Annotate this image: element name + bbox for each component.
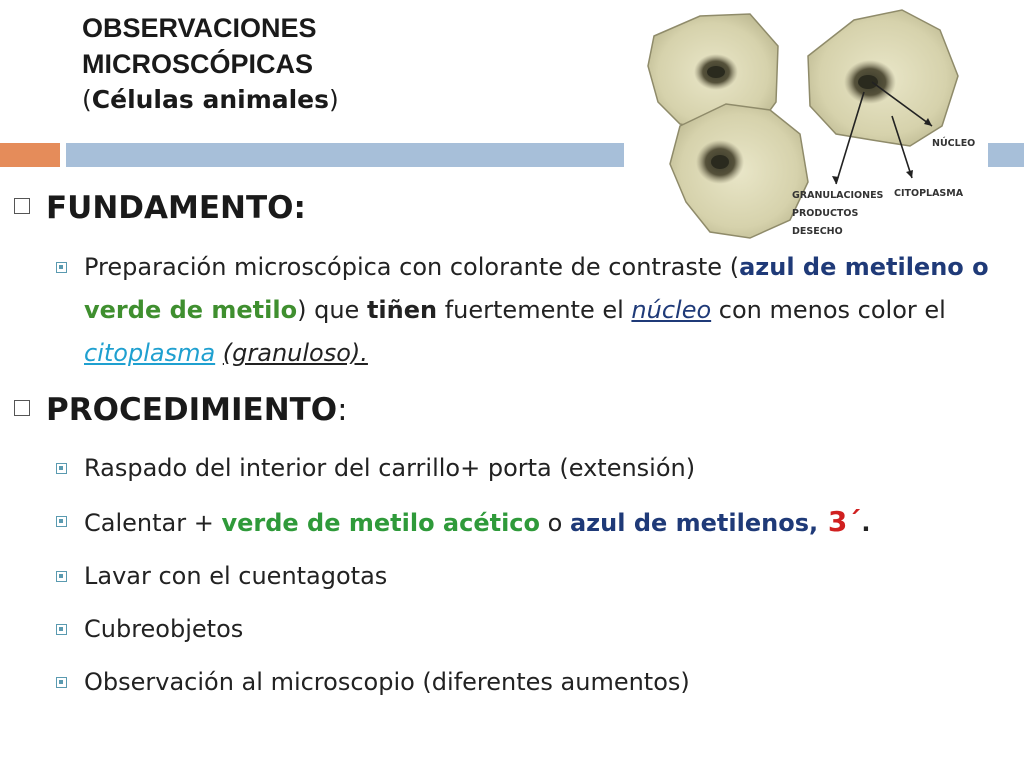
square-bullet-icon [14, 400, 30, 416]
title-line-1: OBSERVACIONES [82, 13, 317, 43]
heading-fundamento-text: FUNDAMENTO: [46, 190, 306, 226]
label-citoplasma: CITOPLASMA [894, 188, 964, 199]
square-bullet-icon [56, 262, 67, 273]
title-line-3 [82, 80, 412, 120]
square-bullet-icon [14, 198, 30, 214]
fundamento-item [56, 246, 1004, 375]
accent-bar-blue-right [988, 143, 1024, 167]
list-item: Observación al microscopio (diferentes aumentos) [56, 661, 1004, 704]
square-bullet-icon [56, 571, 67, 582]
label-granulaciones: GRANULACIONES [792, 190, 884, 201]
title-subtitle: Células animales [91, 85, 330, 114]
list-item: Cubreobjetos [56, 608, 1004, 651]
label-desecho: DESECHO [792, 226, 843, 237]
square-bullet-icon [56, 463, 67, 474]
accent-bar-orange [0, 143, 60, 167]
square-bullet-icon [56, 677, 67, 688]
title-paren-open: ( [82, 85, 92, 114]
title-paren-close: ) [329, 85, 339, 114]
accent-bar-blue-left [66, 143, 624, 167]
list-item: Lavar con el cuentagotas [56, 555, 1004, 598]
square-bullet-icon [56, 516, 67, 527]
label-nucleo: NÚCLEO [932, 138, 976, 149]
fundamento-text: Preparación microscópica con colorante de contraste (azul de metileno o verde de metilo) que tiñen fuertemente el núcleo con menos color el citoplasma (granuloso). [84, 253, 989, 367]
heading-procedimiento: PROCEDIMIENTO: [14, 392, 348, 428]
square-bullet-icon [56, 624, 67, 635]
list-item: Calentar + verde de metilo acético o azul de metilenos, 3´. [56, 500, 1004, 545]
title-line-2: MICROSCÓPICAS [82, 49, 314, 79]
heading-procedimiento-text: PROCEDIMIENTO [46, 392, 338, 428]
heading-fundamento [14, 190, 306, 226]
cheek-cells-figure [640, 6, 992, 244]
link-citoplasma: citoplasma [84, 339, 216, 367]
link-nucleo: núcleo [631, 296, 712, 324]
label-productos: PRODUCTOS [792, 208, 859, 219]
list-item: Raspado del interior del carrillo+ porta (extensión) [56, 447, 1004, 490]
page-title [82, 10, 412, 120]
